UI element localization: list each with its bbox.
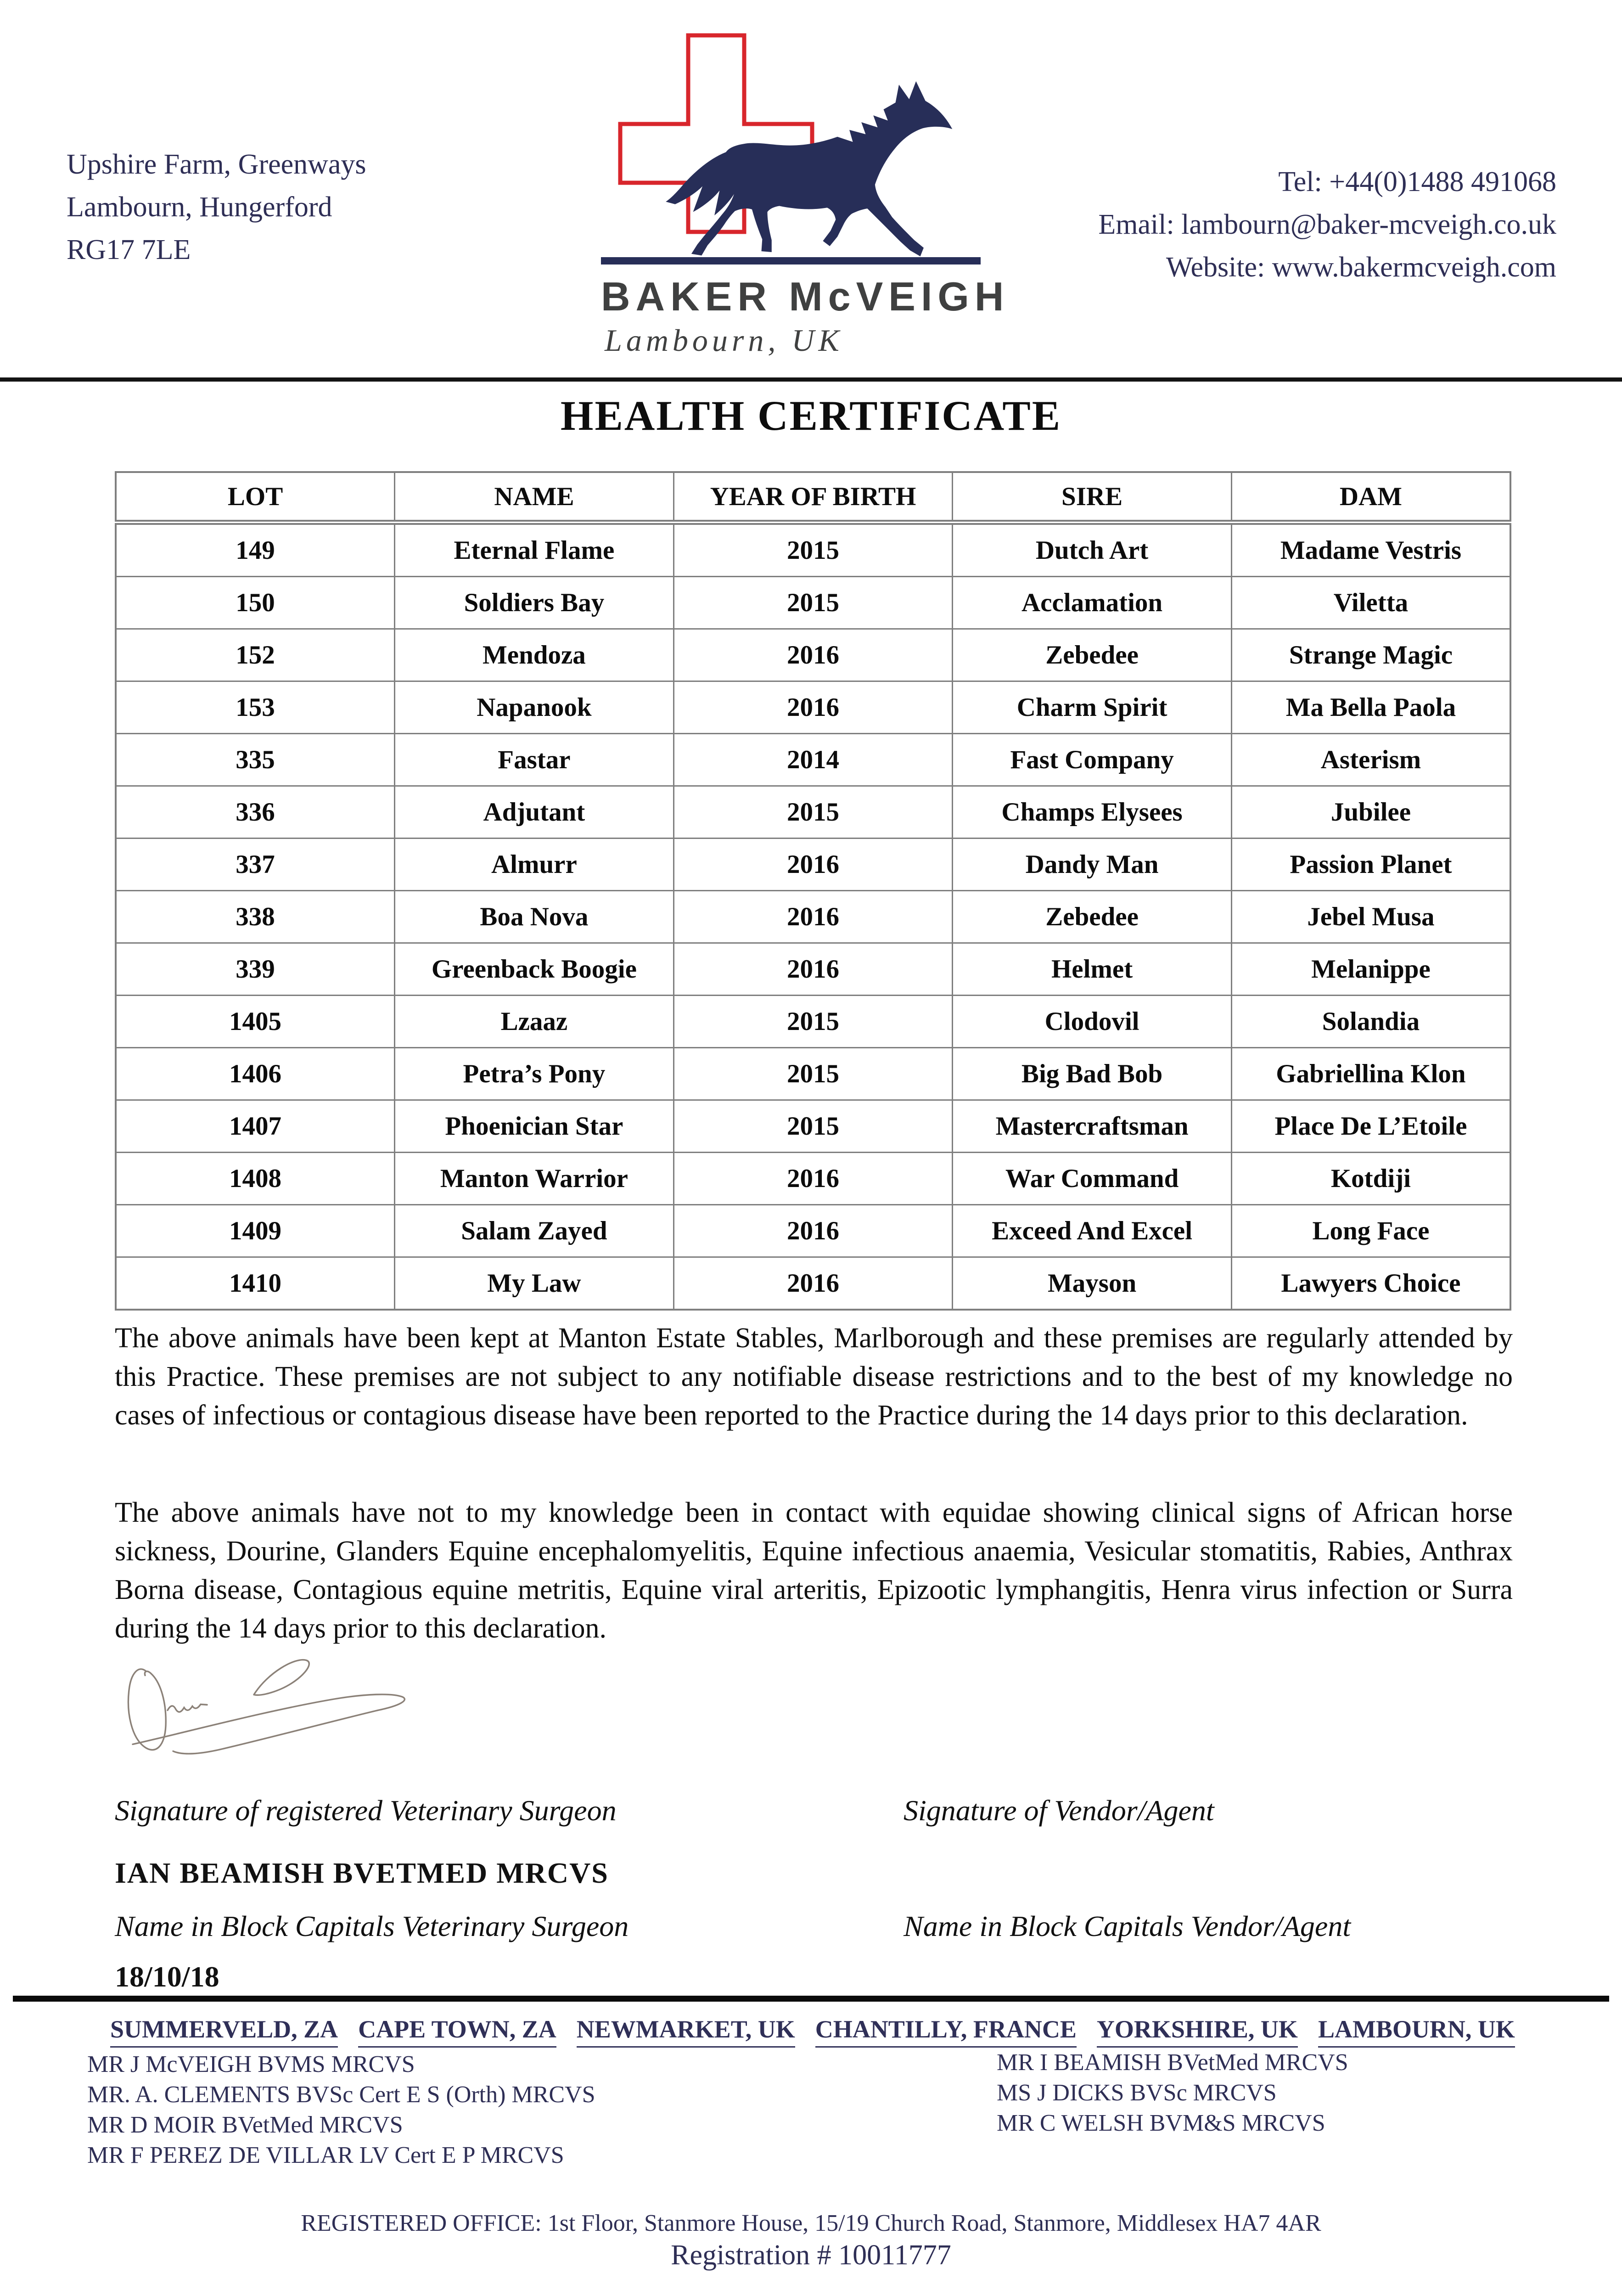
- vet-block-capitals-label: Name in Block Capitals Veterinary Surgeon: [115, 1910, 629, 1942]
- staff-list-left: [87, 2053, 595, 2174]
- cell-name: Petra’s Pony: [395, 1048, 674, 1100]
- practice-address: [67, 143, 366, 271]
- table-row: [116, 996, 1510, 1048]
- vet-name: IAN BEAMISH BVETMED MRCVS: [115, 1857, 609, 1889]
- footer-divider-line: [13, 1996, 1609, 2002]
- table-row: [116, 943, 1510, 996]
- cell-name: Soldiers Bay: [395, 577, 674, 629]
- table-row: [116, 1153, 1510, 1205]
- cell-dam: Passion Planet: [1231, 838, 1510, 891]
- brand-wordmark: BAKER McVEIGH: [601, 274, 1010, 319]
- cell-year: 2015: [673, 523, 953, 577]
- cell-year: 2016: [673, 891, 953, 943]
- cell-dam: Melanippe: [1231, 943, 1510, 996]
- cell-lot: 153: [116, 681, 395, 734]
- cell-year: 2016: [673, 943, 953, 996]
- table-row: [116, 838, 1510, 891]
- column-header-sire: SIRE: [953, 472, 1232, 523]
- cell-dam: Jebel Musa: [1231, 891, 1510, 943]
- cell-dam: Asterism: [1231, 734, 1510, 786]
- staff-member: MR I BEAMISH BVetMed MRCVS: [997, 2049, 1348, 2076]
- declaration-paragraph-diseases: The above animals have not to my knowledge been in contact with equidae showing clinical signs of African horse sickness, Dourine, Glanders Equine encephalomyelitis, Equine infectious anaemia, Vesicular stomatitis, Rabies, Anthrax Borna disease, Contagious equine metritis, Equine viral arteritis, Epizootic lymphangitis, Henra virus infection or Surra during the 14 days prior to this declaration.: [115, 1497, 1513, 1644]
- horse-lot-table: [115, 471, 1511, 1311]
- cell-lot: 1406: [116, 1048, 395, 1100]
- table-header-row: [116, 472, 1510, 523]
- cell-sire: War Command: [953, 1153, 1232, 1205]
- cell-lot: 1410: [116, 1257, 395, 1310]
- cell-sire: Acclamation: [953, 577, 1232, 629]
- cell-name: Eternal Flame: [395, 523, 674, 577]
- cell-lot: 336: [116, 786, 395, 838]
- cell-sire: Fast Company: [953, 734, 1232, 786]
- vet-signature-label: Signature of registered Veterinary Surgeon: [115, 1794, 617, 1827]
- staff-list-right: [997, 2051, 1348, 2142]
- cell-dam: Long Face: [1231, 1205, 1510, 1257]
- galloping-horse-icon: [656, 74, 959, 258]
- cell-year: 2016: [673, 838, 953, 891]
- cell-name: Adjutant: [395, 786, 674, 838]
- cell-name: Greenback Boogie: [395, 943, 674, 996]
- cell-sire: Exceed And Excel: [953, 1205, 1232, 1257]
- table-row: [116, 786, 1510, 838]
- staff-member: MR D MOIR BVetMed MRCVS: [87, 2112, 403, 2138]
- address-line: RG17 7LE: [67, 234, 191, 265]
- cell-name: Mendoza: [395, 629, 674, 681]
- table-header: [116, 472, 1510, 523]
- registered-office: REGISTERED OFFICE: 1st Floor, Stanmore House, 15/19 Church Road, Stanmore, Middlesex HA7 4AR: [301, 2210, 1321, 2236]
- cell-name: Manton Warrior: [395, 1153, 674, 1205]
- table-row: [116, 523, 1510, 577]
- contact-line: Tel: +44(0)1488 491068: [1278, 166, 1556, 197]
- cell-dam: Place De L’Etoile: [1231, 1100, 1510, 1153]
- cell-dam: Gabriellina Klon: [1231, 1048, 1510, 1100]
- cell-sire: Charm Spirit: [953, 681, 1232, 734]
- cell-dam: Jubilee: [1231, 786, 1510, 838]
- cell-year: 2015: [673, 786, 953, 838]
- cell-lot: 335: [116, 734, 395, 786]
- table-row: [116, 681, 1510, 734]
- header-divider-line: [0, 377, 1622, 382]
- cell-lot: 1407: [116, 1100, 395, 1153]
- cell-dam: Madame Vestris: [1231, 523, 1510, 577]
- signature-scribble: [117, 1649, 438, 1761]
- cell-year: 2015: [673, 996, 953, 1048]
- cell-year: 2016: [673, 1153, 953, 1205]
- cell-dam: Viletta: [1231, 577, 1510, 629]
- location-item: SUMMERVELD, ZA: [110, 2015, 338, 2048]
- table-row: [116, 1205, 1510, 1257]
- contact-line: Email: lambourn@baker-mcveigh.co.uk: [1098, 209, 1556, 240]
- logo-divider-bar: [601, 257, 981, 264]
- cell-name: My Law: [395, 1257, 674, 1310]
- staff-member: MR C WELSH BVM&S MRCVS: [997, 2110, 1325, 2136]
- cell-sire: Champs Elysees: [953, 786, 1232, 838]
- cell-year: 2015: [673, 1048, 953, 1100]
- contact-line: Website: www.bakermcveigh.com: [1166, 252, 1556, 283]
- staff-member: MR J McVEIGH BVMS MRCVS: [87, 2051, 415, 2077]
- column-header-name: NAME: [395, 472, 674, 523]
- cell-name: Lzaaz: [395, 996, 674, 1048]
- declaration-paragraph-premises: The above animals have been kept at Manton Estate Stables, Marlborough and these premises are regularly attended by this Practice. These premises are not subject to any notifiable disease restrictions and to the best of my knowledge no cases of infectious or contagious disease have been reported to the Practice during the 14 days prior to this declaration.: [115, 1322, 1513, 1431]
- cell-lot: 1409: [116, 1205, 395, 1257]
- cell-lot: 1408: [116, 1153, 395, 1205]
- certificate-date: 18/10/18: [115, 1960, 219, 1993]
- cell-dam: Solandia: [1231, 996, 1510, 1048]
- staff-member: MS J DICKS BVSc MRCVS: [997, 2080, 1277, 2106]
- table-row: [116, 891, 1510, 943]
- cell-name: Salam Zayed: [395, 1205, 674, 1257]
- location-item: CHANTILLY, FRANCE: [815, 2015, 1077, 2048]
- cell-lot: 150: [116, 577, 395, 629]
- practice-locations: [110, 2015, 1515, 2048]
- cell-year: 2015: [673, 577, 953, 629]
- cell-year: 2015: [673, 1100, 953, 1153]
- cell-sire: Dandy Man: [953, 838, 1232, 891]
- cell-dam: Lawyers Choice: [1231, 1257, 1510, 1310]
- table-row: [116, 734, 1510, 786]
- cell-sire: Dutch Art: [953, 523, 1232, 577]
- table-row: [116, 1257, 1510, 1310]
- cell-lot: 152: [116, 629, 395, 681]
- staff-member: MR F PEREZ DE VILLAR LV Cert E P MRCVS: [87, 2142, 564, 2168]
- cell-name: Phoenician Star: [395, 1100, 674, 1153]
- cell-name: Almurr: [395, 838, 674, 891]
- column-header-year: YEAR OF BIRTH: [673, 472, 953, 523]
- table-row: [116, 1100, 1510, 1153]
- cell-sire: Clodovil: [953, 996, 1232, 1048]
- location-item: LAMBOURN, UK: [1318, 2015, 1515, 2048]
- column-header-dam: DAM: [1231, 472, 1510, 523]
- cell-lot: 338: [116, 891, 395, 943]
- cell-lot: 339: [116, 943, 395, 996]
- cell-dam: Ma Bella Paola: [1231, 681, 1510, 734]
- page-title: HEALTH CERTIFICATE: [560, 392, 1062, 439]
- cell-sire: Zebedee: [953, 629, 1232, 681]
- table-row: [116, 1048, 1510, 1100]
- cell-lot: 337: [116, 838, 395, 891]
- cell-year: 2016: [673, 629, 953, 681]
- location-item: YORKSHIRE, UK: [1097, 2015, 1298, 2048]
- location-item: NEWMARKET, UK: [577, 2015, 795, 2048]
- cell-sire: Zebedee: [953, 891, 1232, 943]
- cell-year: 2016: [673, 681, 953, 734]
- location-item: CAPE TOWN, ZA: [358, 2015, 556, 2048]
- cell-lot: 149: [116, 523, 395, 577]
- address-line: Upshire Farm, Greenways: [67, 149, 366, 180]
- cell-sire: Mayson: [953, 1257, 1232, 1310]
- cell-year: 2016: [673, 1205, 953, 1257]
- cell-dam: Strange Magic: [1231, 629, 1510, 681]
- cell-name: Fastar: [395, 734, 674, 786]
- vendor-signature-label: Signature of Vendor/Agent: [904, 1794, 1214, 1827]
- registration-number: Registration # 10011777: [671, 2240, 951, 2271]
- cell-sire: Helmet: [953, 943, 1232, 996]
- cell-year: 2016: [673, 1257, 953, 1310]
- table-body: [116, 523, 1510, 1310]
- address-line: Lambourn, Hungerford: [67, 191, 332, 223]
- table-row: [116, 629, 1510, 681]
- cell-dam: Kotdiji: [1231, 1153, 1510, 1205]
- column-header-lot: LOT: [116, 472, 395, 523]
- cell-name: Napanook: [395, 681, 674, 734]
- table-row: [116, 577, 1510, 629]
- brand-location: Lambourn, UK: [605, 323, 843, 358]
- cell-year: 2014: [673, 734, 953, 786]
- practice-contact: [1098, 161, 1556, 289]
- cell-name: Boa Nova: [395, 891, 674, 943]
- cell-lot: 1405: [116, 996, 395, 1048]
- staff-member: MR. A. CLEMENTS BVSc Cert E S (Orth) MRCVS: [87, 2082, 595, 2108]
- cell-sire: Mastercraftsman: [953, 1100, 1232, 1153]
- cell-sire: Big Bad Bob: [953, 1048, 1232, 1100]
- vendor-block-capitals-label: Name in Block Capitals Vendor/Agent: [904, 1910, 1351, 1942]
